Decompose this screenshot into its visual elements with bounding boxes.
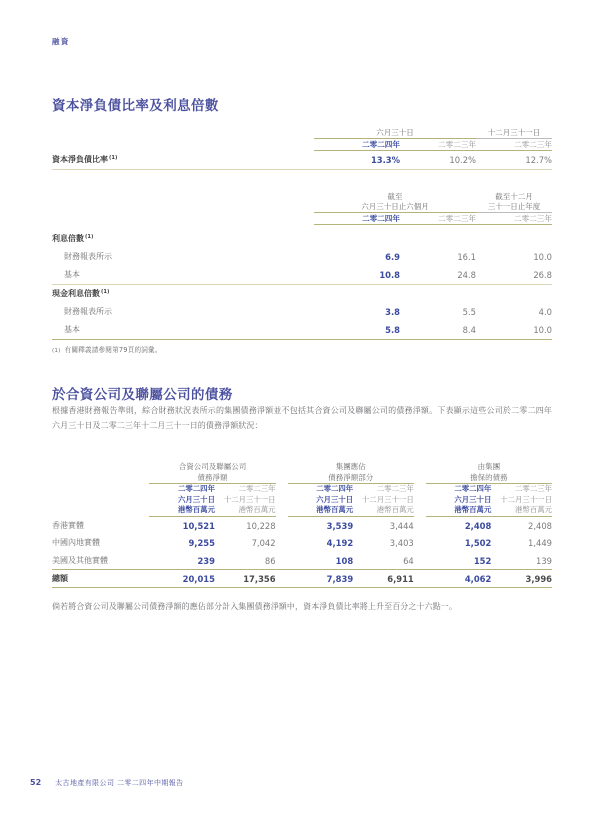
cell-hk-guar-2024: 2,408 bbox=[464, 520, 492, 531]
header2-year-2023-period: 二零二三年 bbox=[400, 212, 476, 224]
header-period-fy-line1: 截至十二月 bbox=[495, 191, 533, 201]
footer-company-text: 太古地產有限公司 二零二四年中期報告 bbox=[55, 779, 184, 787]
row-label-underlying: 基本 bbox=[52, 266, 314, 285]
header2-year-2024: 二零二四年 bbox=[314, 212, 400, 224]
spacer-cell bbox=[52, 484, 149, 517]
group-header-group-share bbox=[288, 462, 414, 484]
row-label-text: 現金利息倍數 bbox=[52, 289, 100, 299]
col-header-guar-2024 bbox=[426, 484, 492, 517]
cell-us-jv-2024: 239 bbox=[149, 551, 215, 569]
cell-ic-reported-2023-period: 16.1 bbox=[457, 252, 476, 263]
cell-us-share-2024: 108 bbox=[288, 551, 354, 569]
page-number: 52 bbox=[30, 778, 42, 787]
footnote-marker: (1) bbox=[109, 155, 118, 162]
cell-cn-guar-2023: 1,449 bbox=[528, 538, 552, 549]
header-group-dec31: 十二月三十一日 bbox=[476, 128, 552, 139]
footnote-marker: (1) bbox=[101, 289, 110, 296]
cell-total-share-2024: 7,839 bbox=[288, 569, 354, 587]
table-row-total bbox=[52, 569, 552, 587]
cell-us-share-2023: 64 bbox=[353, 551, 414, 569]
header-period-line1: 截至 bbox=[387, 191, 403, 201]
cell-hk-jv-2024: 10,521 bbox=[182, 520, 215, 531]
table-row-gearing-ratio bbox=[52, 151, 552, 170]
cell-total-share-2023: 6,911 bbox=[353, 569, 414, 587]
table-spacer bbox=[52, 169, 552, 192]
col-header-line2: 六月三十日 bbox=[454, 494, 492, 504]
header2-year-2023-full: 二零二三年 bbox=[476, 212, 552, 224]
cell-gearing-2024: 13.3% bbox=[314, 151, 400, 170]
table-row bbox=[52, 517, 552, 534]
cell-hk-guar-2023: 2,408 bbox=[528, 520, 552, 531]
cell-gearing-2023-jun: 10.2% bbox=[400, 151, 476, 170]
cell-cic-reported-2024: 3.8 bbox=[385, 307, 400, 318]
cell-hk-share-2023: 3,444 bbox=[389, 520, 414, 531]
table-row-cash-ic-underlying bbox=[52, 321, 552, 340]
row-label-cash-underlying: 基本 bbox=[52, 321, 314, 340]
cell-total-guar-2023: 3,996 bbox=[491, 569, 552, 587]
group-header-guaranteed bbox=[426, 462, 552, 484]
group-header-line1: 由集團 bbox=[477, 462, 501, 471]
header-year-2024: 二零二四年 bbox=[314, 139, 400, 151]
footnote-mark: (1) bbox=[52, 347, 61, 354]
spacer-cell bbox=[52, 128, 314, 139]
group-header-line2: 擔保的債務 bbox=[470, 472, 508, 482]
spacer-cell bbox=[414, 462, 426, 484]
cell-us-guar-2023: 139 bbox=[491, 551, 552, 569]
cell-cn-jv-2024: 9,255 bbox=[188, 538, 215, 549]
table-row-cash-interest-cover-group bbox=[52, 284, 552, 303]
col-header-line1: 二零二四年 bbox=[316, 484, 354, 493]
col-header-line1: 二零二三年 bbox=[515, 484, 552, 493]
cell-ic-reported-2023-year: 10.0 bbox=[533, 252, 552, 263]
row-label-total: 總額 bbox=[52, 569, 149, 587]
spacer-cell bbox=[414, 484, 426, 517]
spacer-cell bbox=[52, 212, 314, 224]
group-header-line2: 債務淨額部分 bbox=[328, 472, 374, 482]
cell-us-jv-2023: 86 bbox=[215, 551, 276, 569]
col-header-line3: 港幣百萬元 bbox=[238, 505, 276, 515]
col-header-guar-2023 bbox=[491, 484, 552, 517]
col-header-line2: 十二月三十一日 bbox=[223, 494, 276, 504]
cell-cn-share-2024: 4,192 bbox=[326, 538, 354, 549]
cell-cic-reported-2023-period: 5.5 bbox=[462, 307, 476, 318]
row-label-interest-cover bbox=[52, 230, 314, 248]
col-header-line3: 港幣百萬元 bbox=[454, 505, 492, 515]
col-header-line3: 港幣百萬元 bbox=[376, 505, 414, 515]
row-label-gearing-ratio bbox=[52, 151, 314, 170]
cell-cic-underlying-2023-period: 8.4 bbox=[400, 321, 476, 340]
col-header-line2: 十二月三十一日 bbox=[362, 494, 414, 504]
spacer-cell bbox=[52, 139, 314, 151]
header-year-2023-jun: 二零二三年 bbox=[400, 139, 476, 151]
cell-cic-underlying-2024: 5.8 bbox=[314, 321, 400, 340]
cell-hk-share-2024: 3,539 bbox=[326, 520, 354, 531]
cell-ic-underlying-2023-year: 26.8 bbox=[476, 266, 552, 285]
table-row-interest-cover-underlying bbox=[52, 266, 552, 285]
col-header-line2: 十二月三十一日 bbox=[500, 494, 552, 504]
cell-us-guar-2024: 152 bbox=[426, 551, 492, 569]
cell-total-jv-2023: 17,356 bbox=[215, 569, 276, 587]
header-period-fy-line2: 三十一日止年度 bbox=[487, 201, 541, 211]
col-header-line1: 二零二三年 bbox=[238, 484, 276, 493]
paragraph-jv-debt-intro: 根據香港財務報告準則，綜合財務狀況表所示的集團債務淨額並不包括其合資公司及聯屬公司的債務淨額。下表顯示這些公司於二零二四年六月三十日及二零二三年十二月三十一日的債務淨額狀況： bbox=[52, 406, 552, 430]
row-label-usa-other: 美國及其他實體 bbox=[52, 551, 149, 569]
spacer-cell bbox=[276, 484, 288, 517]
col-header-line1: 二零二四年 bbox=[178, 484, 215, 493]
col-header-line3: 港幣百萬元 bbox=[316, 505, 354, 515]
group-header-line1: 合資公司及聯屬公司 bbox=[178, 462, 247, 471]
col-header-jv-2023 bbox=[215, 484, 276, 517]
cell-cn-guar-2024: 1,502 bbox=[464, 538, 492, 549]
table-header-year-row-2 bbox=[52, 212, 552, 224]
cell-hk-jv-2023: 10,228 bbox=[246, 520, 276, 531]
cell-cic-underlying-2023-year: 10.0 bbox=[476, 321, 552, 340]
col-header-line3: 港幣百萬元 bbox=[515, 505, 552, 515]
col-header-line1: 二零二四年 bbox=[454, 484, 492, 493]
cell-total-guar-2024: 4,062 bbox=[426, 569, 492, 587]
col-header-share-2023 bbox=[353, 484, 414, 517]
page-footer bbox=[30, 778, 184, 788]
cell-cn-jv-2023: 7,042 bbox=[251, 538, 276, 549]
table-row-interest-cover-group bbox=[52, 230, 552, 248]
row-label-text: 資本淨負債比率 bbox=[52, 155, 108, 165]
cell-cic-reported-2023-year: 4.0 bbox=[538, 307, 552, 318]
group-header-line1: 集團應佔 bbox=[335, 462, 366, 471]
debt-table-column-header-row bbox=[52, 484, 552, 517]
cell-ic-underlying-2023-period: 24.8 bbox=[400, 266, 476, 285]
paragraph-jv-debt-outro: 倘若將合資公司及聯屬公司債務淨額的應佔部分計入集團債務淨額中，資本淨負債比率將上升至百分之十六點一。 bbox=[52, 602, 457, 611]
spacer-cell bbox=[52, 462, 149, 484]
header-period-six-months bbox=[314, 192, 476, 213]
col-header-line2: 六月三十日 bbox=[178, 494, 215, 504]
spacer-cell bbox=[52, 192, 314, 213]
table-header-period-row bbox=[52, 192, 552, 213]
table-row-cash-ic-reported bbox=[52, 303, 552, 321]
row-label-hong-kong: 香港實體 bbox=[52, 520, 84, 530]
spacer-cell bbox=[276, 462, 288, 484]
gearing-and-interest-cover-table bbox=[52, 128, 552, 340]
col-header-share-2024 bbox=[288, 484, 354, 517]
table-header-year-row bbox=[52, 139, 552, 151]
table-header-group-row bbox=[52, 128, 552, 139]
section-heading-gearing: 資本淨負債比率及利息倍數 bbox=[52, 98, 219, 114]
footnote-gearing bbox=[52, 344, 162, 354]
group-header-jv-net-debt bbox=[149, 462, 275, 484]
footnote-text: 有關釋義請參閱第79頁的詞彙。 bbox=[64, 346, 162, 354]
group-header-line2: 債務淨額 bbox=[197, 472, 228, 482]
cell-ic-underlying-2024: 10.8 bbox=[314, 266, 400, 285]
col-header-line1: 二零二三年 bbox=[376, 484, 414, 493]
col-header-line3: 港幣百萬元 bbox=[178, 505, 215, 515]
footnote-marker: (1) bbox=[85, 234, 94, 241]
col-header-jv-2024 bbox=[149, 484, 215, 517]
header-period-line2: 六月三十日止六個月 bbox=[361, 201, 429, 211]
jv-associates-debt-table bbox=[52, 462, 552, 588]
row-label-mainland-china: 中國內地實體 bbox=[52, 538, 100, 548]
section-heading-jv-debt: 於合資公司及聯屬公司的債務 bbox=[52, 387, 233, 403]
row-label-reported: 財務報表所示 bbox=[64, 252, 112, 262]
table-row bbox=[52, 551, 552, 569]
running-header: 融資 bbox=[52, 37, 70, 46]
row-label-cash-reported: 財務報表所示 bbox=[64, 307, 112, 317]
table-row bbox=[52, 534, 552, 551]
header-period-full-year bbox=[476, 192, 552, 213]
cell-cn-share-2023: 3,403 bbox=[389, 538, 414, 549]
header-group-jun30: 六月三十日 bbox=[314, 128, 476, 139]
table-row-interest-cover-reported bbox=[52, 248, 552, 266]
cell-total-jv-2024: 20,015 bbox=[149, 569, 215, 587]
cell-gearing-2023-dec: 12.7% bbox=[476, 151, 552, 170]
header-year-2023-dec: 二零二三年 bbox=[476, 139, 552, 151]
row-label-text: 利息倍數 bbox=[52, 234, 84, 244]
debt-table-group-header-row bbox=[52, 462, 552, 484]
row-label-cash-interest-cover bbox=[52, 284, 314, 303]
cell-ic-reported-2024: 6.9 bbox=[385, 252, 400, 263]
col-header-line2: 六月三十日 bbox=[316, 494, 354, 504]
